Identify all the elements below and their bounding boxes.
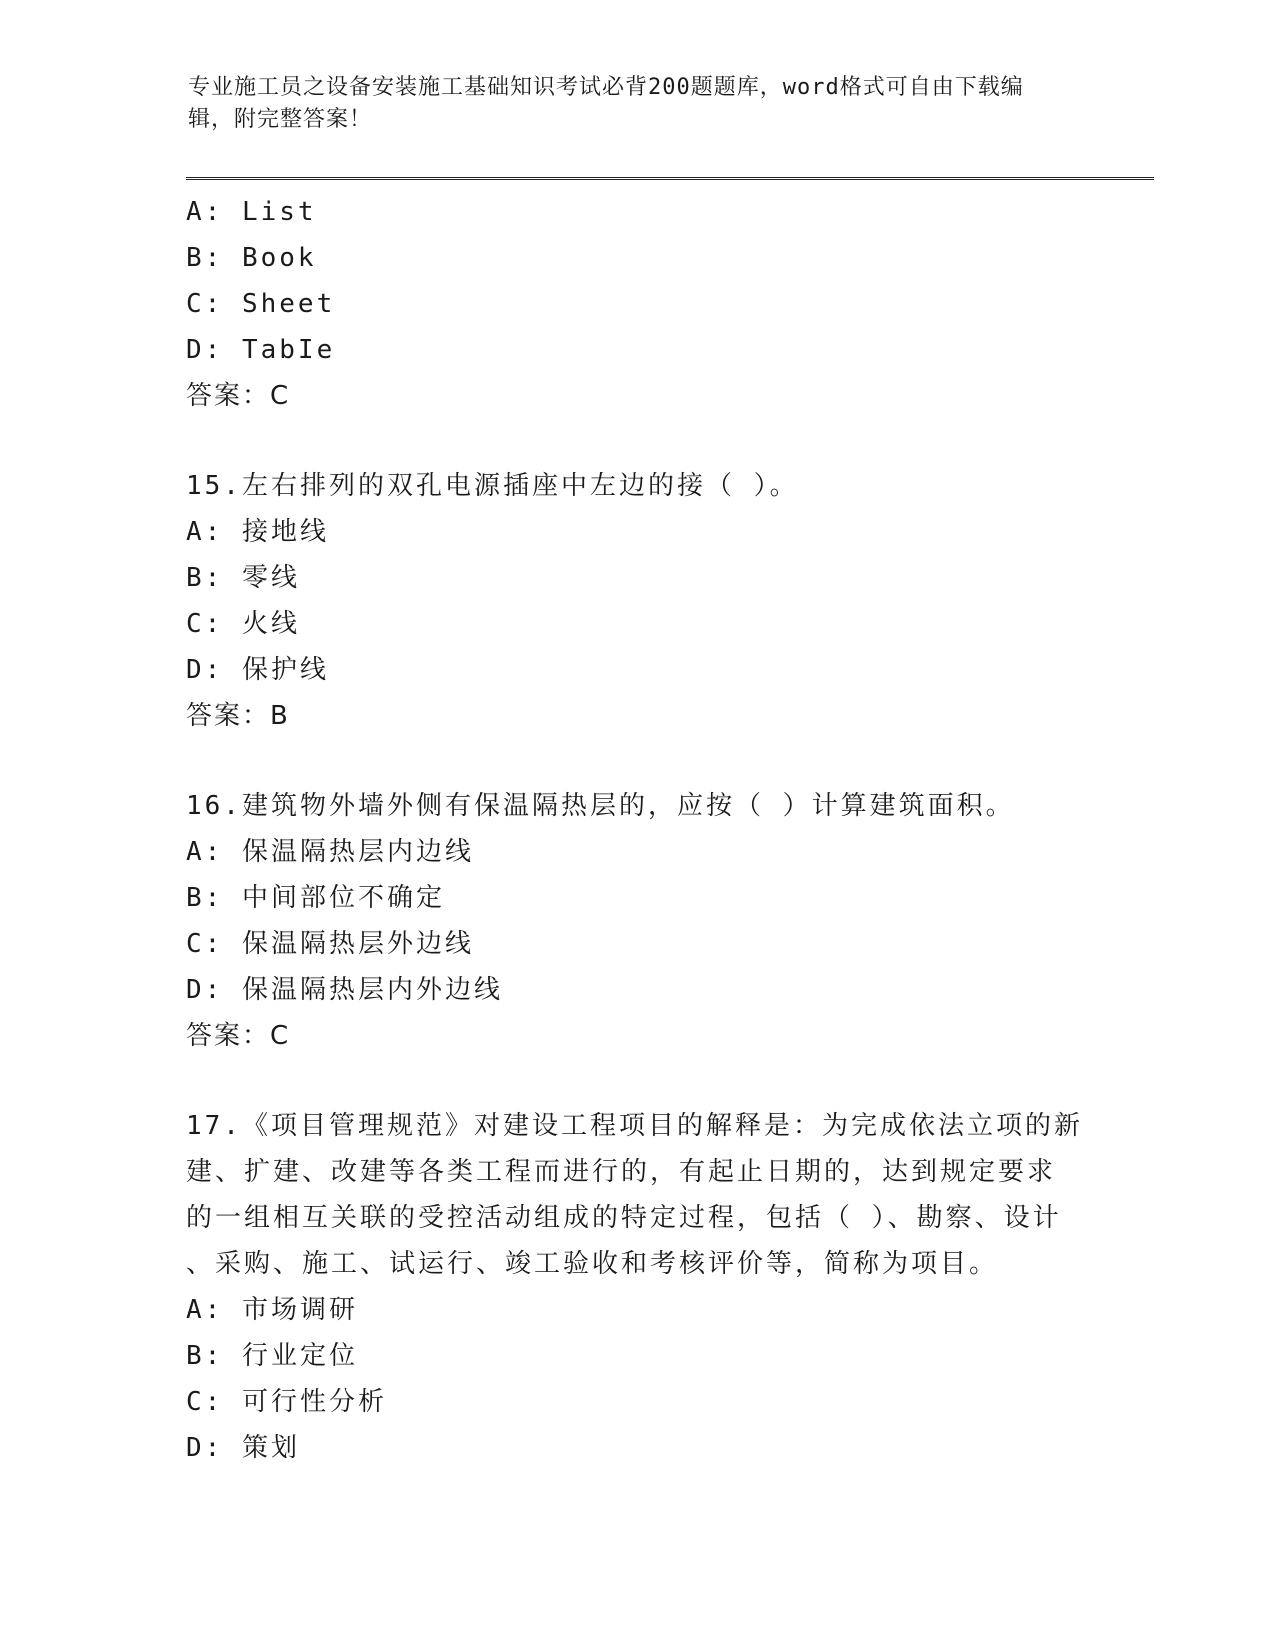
option-b: B: 零线 (186, 563, 300, 593)
option-a: A: 市场调研 (186, 1295, 358, 1325)
question-14 (186, 189, 1086, 419)
option-d: D: TabIe (186, 335, 336, 365)
option-b: B: 行业定位 (186, 1341, 358, 1371)
question-stem-line-4: 、采购、施工、试运行、竣工验收和考核评价等，简称为项目。 (186, 1249, 999, 1279)
question-list (186, 189, 1086, 1471)
question-stem-line-1: 17.《项目管理规范》对建设工程项目的解释是：为完成依法立项的新 (186, 1111, 1083, 1141)
spacer (186, 419, 1086, 463)
spacer (186, 1059, 1086, 1103)
option-a: A: List (186, 197, 317, 227)
option-d: D: 保护线 (186, 655, 329, 685)
option-c: C: 火线 (186, 609, 300, 639)
header-divider (186, 177, 1154, 180)
option-a: A: 保温隔热层内边线 (186, 837, 474, 867)
option-d: D: 保温隔热层内外边线 (186, 975, 503, 1005)
answer: 答案：C (186, 381, 291, 411)
answer: 答案：B (186, 701, 290, 731)
option-d: D: 策划 (186, 1433, 300, 1463)
question-stem: 16.建筑物外墙外侧有保温隔热层的，应按（ ）计算建筑面积。 (186, 791, 1015, 821)
question-17 (186, 1103, 1086, 1471)
question-stem-line-3: 的一组相互关联的受控活动组成的特定过程，包括（ ）、勘察、设计 (186, 1203, 1062, 1233)
option-a: A: 接地线 (186, 517, 329, 547)
option-c: C: 保温隔热层外边线 (186, 929, 474, 959)
option-b: B: 中间部位不确定 (186, 883, 445, 913)
question-stem-line-2: 建、扩建、改建等各类工程而进行的，有起止日期的，达到规定要求 (186, 1157, 1057, 1187)
option-b: B: Book (186, 243, 317, 273)
question-15 (186, 463, 1086, 739)
document-title: 专业施工员之设备安装施工基础知识考试必背200题题库，word格式可自由下载编辑，附完整答案！ (188, 75, 1024, 132)
question-16 (186, 783, 1086, 1059)
option-c: C: Sheet (186, 289, 336, 319)
answer: 答案：C (186, 1021, 291, 1051)
option-c: C: 可行性分析 (186, 1387, 387, 1417)
document-header (188, 72, 1068, 136)
question-stem: 15.左右排列的双孔电源插座中左边的接（ ）。 (186, 471, 799, 501)
spacer (186, 739, 1086, 783)
